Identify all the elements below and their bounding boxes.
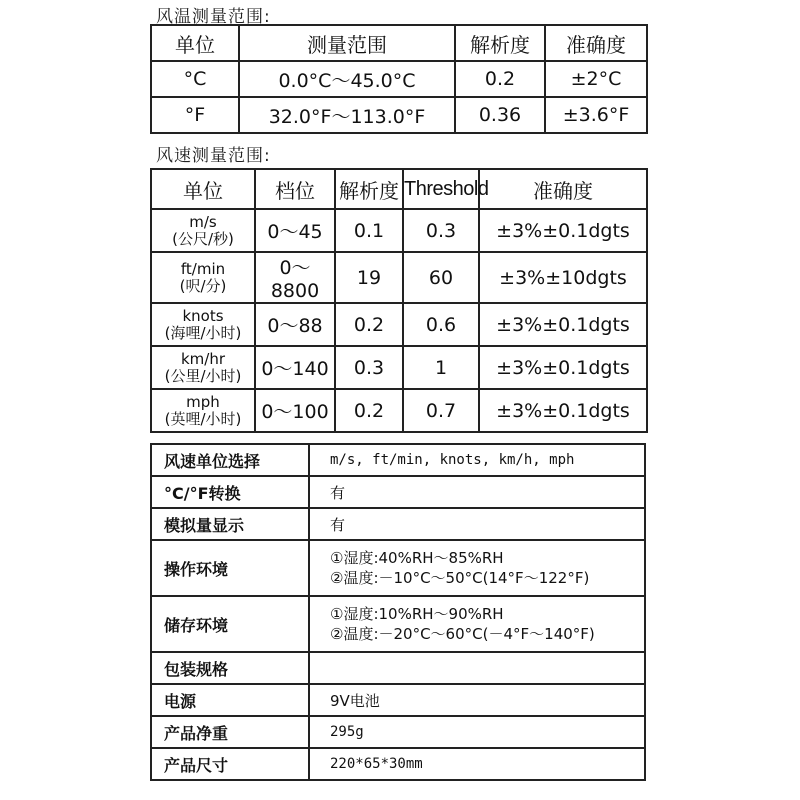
spec-label: 产品尺寸 bbox=[151, 748, 309, 780]
header-accuracy: 准确度 bbox=[479, 169, 647, 209]
humidity-line: ①湿度:10%RH～90%RH bbox=[330, 605, 504, 623]
cell-resolution: 0.36 bbox=[455, 97, 545, 133]
table-header-row bbox=[151, 169, 647, 209]
cell-accuracy: ±3%±10dgts bbox=[479, 252, 647, 303]
cell-unit: m/s (公尺/秒) bbox=[151, 209, 255, 252]
cell-range: 0～8800 bbox=[255, 252, 335, 303]
spec-row-cf-switch bbox=[151, 476, 645, 508]
cell-threshold: 1 bbox=[403, 346, 479, 389]
spec-value bbox=[309, 596, 645, 652]
cell-unit: ft/min (呎/分) bbox=[151, 252, 255, 303]
spec-label: 电源 bbox=[151, 684, 309, 716]
cell-unit: mph (英哩/小时) bbox=[151, 389, 255, 432]
spec-value: m/s, ft/min, knots, km/h, mph bbox=[309, 444, 645, 476]
spec-value: 有 bbox=[309, 508, 645, 540]
cell-threshold: 0.7 bbox=[403, 389, 479, 432]
specifications-table bbox=[150, 443, 646, 781]
spec-row-power bbox=[151, 684, 645, 716]
cell-resolution: 0.2 bbox=[455, 61, 545, 97]
header-resolution: 解析度 bbox=[455, 25, 545, 61]
spec-label: 模拟量显示 bbox=[151, 508, 309, 540]
table-row bbox=[151, 97, 647, 133]
spec-value bbox=[309, 652, 645, 684]
header-unit: 单位 bbox=[151, 169, 255, 209]
cell-resolution: 0.3 bbox=[335, 346, 403, 389]
table-row bbox=[151, 346, 647, 389]
header-range: 测量范围 bbox=[239, 25, 455, 61]
wind-section-title: 风速测量范围: bbox=[156, 146, 271, 166]
cell-range: 0～45 bbox=[255, 209, 335, 252]
spec-value: 9V电池 bbox=[309, 684, 645, 716]
spec-row-analog bbox=[151, 508, 645, 540]
cell-range: 0.0°C～45.0°C bbox=[239, 61, 455, 97]
cell-range: 0～100 bbox=[255, 389, 335, 432]
spec-row-weight bbox=[151, 716, 645, 748]
table-row bbox=[151, 209, 647, 252]
cell-threshold: 0.6 bbox=[403, 303, 479, 346]
cell-accuracy: ±2°C bbox=[545, 61, 647, 97]
spec-row-operating bbox=[151, 540, 645, 596]
spec-row-packaging bbox=[151, 652, 645, 684]
cell-accuracy: ±3.6°F bbox=[545, 97, 647, 133]
cell-unit: °C bbox=[151, 61, 239, 97]
wind-speed-range-table bbox=[150, 168, 648, 433]
cell-accuracy: ±3%±0.1dgts bbox=[479, 303, 647, 346]
table-header-row bbox=[151, 25, 647, 61]
cell-resolution: 0.1 bbox=[335, 209, 403, 252]
header-threshold: Threshold bbox=[403, 169, 479, 209]
temperature-section-title: 风温测量范围: bbox=[156, 7, 271, 27]
table-row bbox=[151, 252, 647, 303]
cell-range: 0～88 bbox=[255, 303, 335, 346]
temperature-range-table bbox=[150, 24, 648, 134]
header-unit: 单位 bbox=[151, 25, 239, 61]
temperature-line: ②温度:－20°C～60°C(－4°F～140°F) bbox=[330, 625, 595, 643]
cell-threshold: 60 bbox=[403, 252, 479, 303]
cell-range: 0～140 bbox=[255, 346, 335, 389]
table-row bbox=[151, 61, 647, 97]
cell-unit: °F bbox=[151, 97, 239, 133]
spec-row-storage bbox=[151, 596, 645, 652]
humidity-line: ①湿度:40%RH～85%RH bbox=[330, 549, 504, 567]
cell-resolution: 0.2 bbox=[335, 303, 403, 346]
spec-label: 风速单位选择 bbox=[151, 444, 309, 476]
cell-range: 32.0°F～113.0°F bbox=[239, 97, 455, 133]
spec-label: °C/°F转换 bbox=[151, 476, 309, 508]
cell-resolution: 0.2 bbox=[335, 389, 403, 432]
cell-resolution: 19 bbox=[335, 252, 403, 303]
cell-threshold: 0.3 bbox=[403, 209, 479, 252]
spec-value: 有 bbox=[309, 476, 645, 508]
table-row bbox=[151, 389, 647, 432]
spec-value: 295g bbox=[309, 716, 645, 748]
spec-row-unit-select bbox=[151, 444, 645, 476]
cell-accuracy: ±3%±0.1dgts bbox=[479, 389, 647, 432]
header-resolution: 解析度 bbox=[335, 169, 403, 209]
table-row bbox=[151, 303, 647, 346]
spec-label: 操作环境 bbox=[151, 540, 309, 596]
temperature-line: ②温度:－10°C～50°C(14°F～122°F) bbox=[330, 569, 590, 587]
cell-unit: knots (海哩/小时) bbox=[151, 303, 255, 346]
cell-accuracy: ±3%±0.1dgts bbox=[479, 346, 647, 389]
spec-value bbox=[309, 540, 645, 596]
spec-label: 包装规格 bbox=[151, 652, 309, 684]
cell-accuracy: ±3%±0.1dgts bbox=[479, 209, 647, 252]
cell-unit: km/hr (公里/小时) bbox=[151, 346, 255, 389]
header-accuracy: 准确度 bbox=[545, 25, 647, 61]
spec-label: 储存环境 bbox=[151, 596, 309, 652]
spec-label: 产品净重 bbox=[151, 716, 309, 748]
header-range: 档位 bbox=[255, 169, 335, 209]
spec-row-size bbox=[151, 748, 645, 780]
spec-value: 220*65*30mm bbox=[309, 748, 645, 780]
